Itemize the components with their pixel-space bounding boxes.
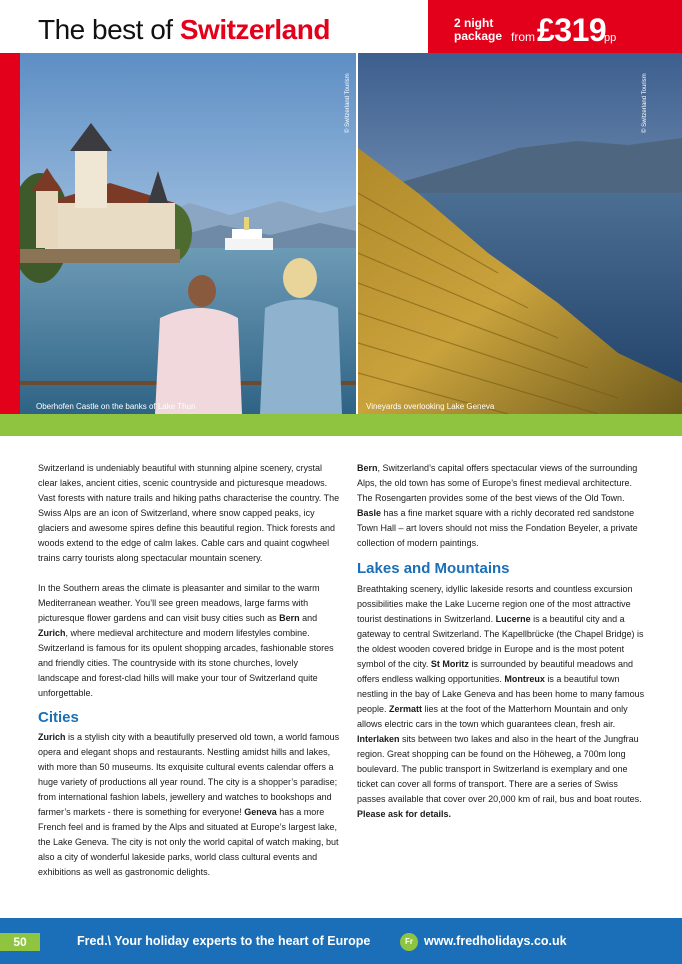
cities-paragraph: Zurich is a stylish city with a beautifully preserved old town, a world famous opera and elegant shops and restaurants. Nestling amidst hills and lakes, with more than 50 museums. Its exquisite cultural events calendar offers a huge variety of productions all year round. The city is a shopper’s paradise; from international fashion labels, jewellery and watches to bookshops and farmer’s markets - there is something for everyone! Geneva has a more French feel and is framed by the Alps and situated at Europe’s largest lake, the Lake Geneva. The city is not only the world capital of watch making, but also a city of wonderful lakeside parks, world class cultural events and exhibitions as well as gastronomic delights. (38, 732, 340, 877)
lakes-mountains-heading: Lakes and Mountains (357, 560, 510, 577)
photo-oberhofen-castle (20, 53, 356, 414)
footer-tagline: Fred.\ Your holiday experts to the heart of Europe (77, 934, 371, 948)
intro-text-column (38, 461, 340, 880)
fred-logo-icon: Fr (400, 933, 418, 951)
photo-lake-geneva-vineyards (358, 53, 682, 414)
cities-heading: Cities (38, 709, 79, 726)
green-divider-band (0, 414, 682, 436)
offer-from: from (511, 30, 535, 44)
photo-credit: © Switzerland Tourism (642, 73, 648, 133)
vineyard-lake-image (358, 53, 682, 414)
website-link[interactable]: www.fredholidays.co.uk (424, 934, 567, 948)
bern-paragraph: Bern, Switzerland’s capital offers spectacular views of the surrounding Alps, the old town has some of Europe’s finest medieval architecture. The Rosengarten provides some of the best views of the Old Town. Basle has a fine market square with a richly decorated red sandstone Town Hall – art lovers should not miss the Fondation Beyeler, a private collection of modern paintings. (357, 463, 638, 548)
photo-credit: © Switzerland Tourism (345, 73, 351, 133)
page-header (0, 0, 682, 53)
lakes-paragraph: Breathtaking scenery, idyllic lakeside resorts and countless excursion possibilities make the Lake Lucerne region one of the most attractive tourist destinations in Switzerland. Lucerne is a beautiful city and a gateway to central Switzerland. The Kapellbrücke (the Chapel Bridge) is the oldest wooden covered bridge in Europe and is the most potent symbol of the city. St Moritz is surrounded by beautiful meadows and offers endless walking opportunities. Montreux is a beautiful town nestling in the bay of Lake Geneva and has been home to many famous people. Zermatt lies at the foot of the Matterhorn Mountain and only allows electric cars in the town which guarantees clean, fresh air. Interlaken sits between two lakes and also in the heart of the Jungfrau region. Great shopping can be found on the Höheweg, a 700m long boulevard. The public transport in Switzerland is exemplary and one ticket can cover all forms of transport. There are a series of Swiss passes available that cover over 20,000 km of rail, bus and boat routes. Please ask for details. (357, 584, 645, 819)
castle-lake-image (20, 53, 356, 414)
intro-paragraph: Switzerland is undeniably beautiful with stunning alpine scenery, crystal clear lakes, ancient cities, scenic countryside and picturesque meadows. Vast forests with nature trails and hiking paths characterise the country. The Swiss Alps are an icon of Switzerland, where snow capped peaks, icy glaciers and awesome spires define this beautiful region. Thick forests and woods extend to the edge of calm lakes. Cable cars and quaint cogwheel trains carry tourists along spectacular mountain scenery. (38, 463, 340, 563)
south-paragraph: In the Southern areas the climate is pleasanter and similar to the warm Mediterranean weather. You’ll see green meadows, large farms with picturesque flower gardens and can visit busy cities such as Bern and Zurich, where medieval architecture and modern lifestyles combine. Switzerland is famous for its opulent shopping arcades, fashionable stores and friendly cities. The countryside with its stone churches, lovely landscape and forest-clad hills will make your tour of Switzerland quite unforgettable. (38, 583, 334, 698)
page-title: The best of Switzerland (38, 14, 330, 45)
offer-price: £319 (537, 12, 607, 48)
photo-caption: Vineyards overlooking Lake Geneva (366, 402, 495, 411)
title-accent: Switzerland (179, 14, 330, 45)
page-number: 50 (0, 933, 40, 951)
offer-per-person: pp (604, 32, 617, 44)
offer-box (428, 0, 682, 53)
offer-label: 2 night package (454, 16, 503, 43)
ask-details-text: Please ask for details. (357, 809, 452, 819)
photo-caption: Oberhofen Castle on the banks of Lake Thun (36, 402, 196, 411)
side-accent-bar (0, 53, 20, 414)
cities-text-column (357, 461, 647, 822)
